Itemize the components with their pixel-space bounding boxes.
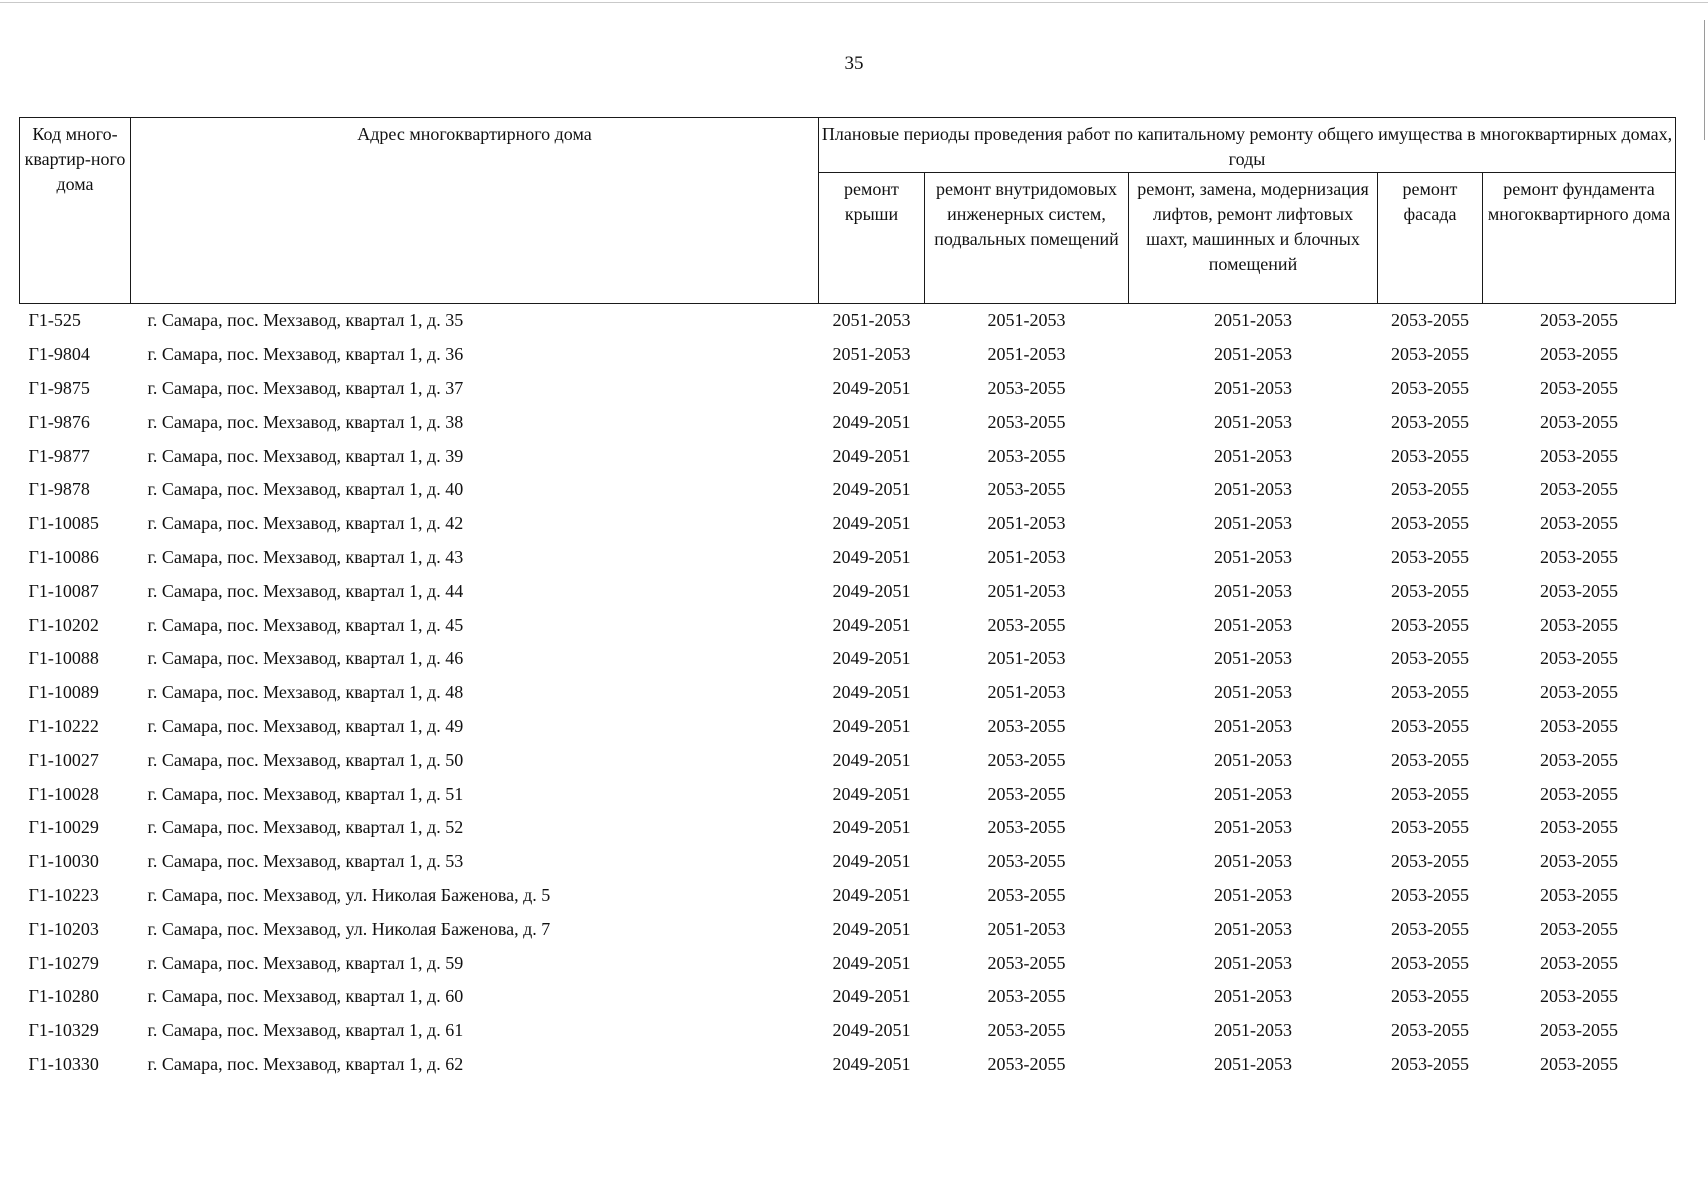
cell-foundation: 2053-2055 [1540,682,1618,703]
cell-address: г. Самара, пос. Мехзавод, квартал 1, д. 45 [147,614,464,635]
cell-foundation: 2053-2055 [1540,851,1618,872]
cell-foundation: 2053-2055 [1540,479,1618,500]
cell-foundation: 2053-2055 [1540,445,1618,466]
cell-roof: 2049-2051 [832,817,911,838]
table-row [20,507,1676,541]
cell-elevators: 2051-2053 [1214,614,1292,635]
cell-elevators: 2051-2053 [1214,648,1292,669]
cell-code: Г1-10085 [28,513,99,534]
cell-systems: 2051-2053 [987,546,1066,567]
repair-plan-table [19,117,1676,1081]
cell-systems: 2053-2055 [987,851,1066,872]
cell-address: г. Самара, пос. Мехзавод, квартал 1, д. 49 [147,715,464,736]
cell-systems: 2051-2053 [987,682,1066,703]
cell-facade: 2053-2055 [1391,682,1469,703]
cell-foundation: 2053-2055 [1540,817,1618,838]
cell-systems: 2053-2055 [987,411,1066,432]
cell-systems: 2051-2053 [987,918,1066,939]
cell-elevators: 2051-2053 [1214,986,1292,1007]
cell-facade: 2053-2055 [1391,310,1469,331]
cell-code: Г1-9875 [28,377,90,398]
table-row [20,676,1676,710]
cell-code: Г1-10279 [28,952,99,973]
cell-address: г. Самара, пос. Мехзавод, квартал 1, д. 61 [147,1020,464,1041]
cell-address: г. Самара, пос. Мехзавод, квартал 1, д. 50 [147,749,464,770]
table-row [20,946,1676,980]
header-foundation: ремонт фундамента многоквартирного дома [1483,173,1676,304]
cell-code: Г1-10029 [28,817,99,838]
cell-code: Г1-9878 [28,479,90,500]
cell-foundation: 2053-2055 [1540,986,1618,1007]
cell-address: г. Самара, пос. Мехзавод, квартал 1, д. 40 [147,479,464,500]
table-row [20,608,1676,642]
cell-roof: 2049-2051 [832,918,911,939]
cell-systems: 2053-2055 [987,783,1066,804]
cell-foundation: 2053-2055 [1540,513,1618,534]
cell-address: г. Самара, пос. Мехзавод, квартал 1, д. 62 [147,1053,464,1074]
cell-address: г. Самара, пос. Мехзавод, квартал 1, д. 52 [147,817,464,838]
cell-roof: 2049-2051 [832,377,911,398]
cell-foundation: 2053-2055 [1540,749,1618,770]
cell-roof: 2049-2051 [832,445,911,466]
cell-systems: 2053-2055 [987,715,1066,736]
cell-elevators: 2051-2053 [1214,344,1292,365]
table-row [20,473,1676,507]
cell-roof: 2049-2051 [832,580,911,601]
cell-code: Г1-10028 [28,783,99,804]
table-row [20,1014,1676,1048]
cell-facade: 2053-2055 [1391,648,1469,669]
cell-foundation: 2053-2055 [1540,884,1618,905]
page-number: 35 [844,53,864,74]
cell-address: г. Самара, пос. Мехзавод, квартал 1, д. 35 [147,310,464,331]
cell-code: Г1-10202 [28,614,99,635]
cell-facade: 2053-2055 [1391,344,1469,365]
scan-edge-mark [1704,20,1705,140]
table-body [20,304,1676,1082]
cell-address: г. Самара, пос. Мехзавод, квартал 1, д. 59 [147,952,464,973]
cell-address: г. Самара, пос. Мехзавод, квартал 1, д. 36 [147,344,464,365]
table-row [20,439,1676,473]
table-row [20,338,1676,372]
cell-elevators: 2051-2053 [1214,310,1292,331]
cell-roof: 2049-2051 [832,952,911,973]
cell-foundation: 2053-2055 [1540,783,1618,804]
cell-roof: 2049-2051 [832,715,911,736]
cell-code: Г1-10030 [28,851,99,872]
cell-elevators: 2051-2053 [1214,513,1292,534]
cell-roof: 2049-2051 [832,682,911,703]
cell-roof: 2051-2053 [832,310,911,331]
cell-roof: 2049-2051 [832,513,911,534]
cell-code: Г1-10087 [28,580,99,601]
cell-foundation: 2053-2055 [1540,377,1618,398]
cell-systems: 2053-2055 [987,884,1066,905]
cell-systems: 2053-2055 [987,1020,1066,1041]
cell-address: г. Самара, пос. Мехзавод, квартал 1, д. 51 [147,783,464,804]
cell-elevators: 2051-2053 [1214,546,1292,567]
cell-elevators: 2051-2053 [1214,749,1292,770]
table-row [20,743,1676,777]
table-row [20,642,1676,676]
cell-facade: 2053-2055 [1391,377,1469,398]
cell-code: Г1-10027 [28,749,99,770]
table-row [20,912,1676,946]
cell-address: г. Самара, пос. Мехзавод, квартал 1, д. 53 [147,851,464,872]
cell-facade: 2053-2055 [1391,715,1469,736]
cell-elevators: 2051-2053 [1214,918,1292,939]
cell-facade: 2053-2055 [1391,817,1469,838]
cell-roof: 2049-2051 [832,884,911,905]
cell-roof: 2051-2053 [832,344,911,365]
table-row [20,811,1676,845]
cell-foundation: 2053-2055 [1540,1053,1618,1074]
cell-facade: 2053-2055 [1391,445,1469,466]
cell-code: Г1-9876 [28,411,90,432]
cell-elevators: 2051-2053 [1214,377,1292,398]
cell-elevators: 2051-2053 [1214,580,1292,601]
cell-facade: 2053-2055 [1391,783,1469,804]
cell-systems: 2051-2053 [987,344,1066,365]
cell-systems: 2051-2053 [987,580,1066,601]
cell-systems: 2053-2055 [987,1053,1066,1074]
cell-elevators: 2051-2053 [1214,682,1292,703]
table-row [20,777,1676,811]
cell-systems: 2053-2055 [987,986,1066,1007]
cell-foundation: 2053-2055 [1540,648,1618,669]
cell-roof: 2049-2051 [832,648,911,669]
cell-facade: 2053-2055 [1391,851,1469,872]
table-row [20,879,1676,913]
cell-roof: 2049-2051 [832,614,911,635]
cell-systems: 2053-2055 [987,445,1066,466]
cell-systems: 2053-2055 [987,614,1066,635]
cell-elevators: 2051-2053 [1214,715,1292,736]
table-row [20,845,1676,879]
cell-code: Г1-10223 [28,884,99,905]
cell-address: г. Самара, пос. Мехзавод, квартал 1, д. 43 [147,546,464,567]
cell-roof: 2049-2051 [832,479,911,500]
cell-address: г. Самара, пос. Мехзавод, ул. Николая Баженова, д. 7 [147,918,551,939]
cell-elevators: 2051-2053 [1214,411,1292,432]
cell-code: Г1-9877 [28,445,90,466]
table-row [20,405,1676,439]
cell-roof: 2049-2051 [832,546,911,567]
cell-elevators: 2051-2053 [1214,479,1292,500]
cell-facade: 2053-2055 [1391,1020,1469,1041]
cell-facade: 2053-2055 [1391,614,1469,635]
header-roof: ремонт крыши [819,173,925,304]
cell-facade: 2053-2055 [1391,952,1469,973]
cell-facade: 2053-2055 [1391,479,1469,500]
cell-roof: 2049-2051 [832,749,911,770]
cell-roof: 2049-2051 [832,851,911,872]
cell-address: г. Самара, пос. Мехзавод, квартал 1, д. 48 [147,682,464,703]
cell-systems: 2051-2053 [987,310,1066,331]
cell-elevators: 2051-2053 [1214,884,1292,905]
cell-code: Г1-10203 [28,918,99,939]
cell-facade: 2053-2055 [1391,411,1469,432]
cell-facade: 2053-2055 [1391,884,1469,905]
cell-systems: 2053-2055 [987,749,1066,770]
cell-foundation: 2053-2055 [1540,344,1618,365]
cell-address: г. Самара, пос. Мехзавод, квартал 1, д. 44 [147,580,464,601]
header-elevators: ремонт, замена, модернизация лифтов, ремонт лифтовых шахт, машинных и блочных помещений [1129,173,1378,304]
cell-facade: 2053-2055 [1391,1053,1469,1074]
table-row [20,710,1676,744]
cell-code: Г1-525 [28,310,81,331]
cell-foundation: 2053-2055 [1540,1020,1618,1041]
cell-systems: 2053-2055 [987,377,1066,398]
cell-foundation: 2053-2055 [1540,715,1618,736]
cell-roof: 2049-2051 [832,1020,911,1041]
cell-foundation: 2053-2055 [1540,952,1618,973]
cell-systems: 2053-2055 [987,952,1066,973]
scan-edge-line [0,2,1708,3]
cell-code: Г1-9804 [28,344,90,365]
cell-address: г. Самара, пос. Мехзавод, квартал 1, д. 37 [147,377,464,398]
cell-code: Г1-10222 [28,715,99,736]
cell-foundation: 2053-2055 [1540,580,1618,601]
cell-elevators: 2051-2053 [1214,1053,1292,1074]
cell-address: г. Самара, пос. Мехзавод, квартал 1, д. 39 [147,445,464,466]
header-facade: ремонт фасада [1378,173,1483,304]
cell-address: г. Самара, пос. Мехзавод, квартал 1, д. 46 [147,648,464,669]
table-row [20,304,1676,338]
cell-code: Г1-10088 [28,648,99,669]
cell-foundation: 2053-2055 [1540,310,1618,331]
cell-code: Г1-10089 [28,682,99,703]
cell-foundation: 2053-2055 [1540,546,1618,567]
cell-address: г. Самара, пос. Мехзавод, ул. Николая Баженова, д. 5 [147,884,551,905]
cell-address: г. Самара, пос. Мехзавод, квартал 1, д. 42 [147,513,464,534]
cell-roof: 2049-2051 [832,1053,911,1074]
cell-foundation: 2053-2055 [1540,411,1618,432]
cell-roof: 2049-2051 [832,411,911,432]
cell-foundation: 2053-2055 [1540,614,1618,635]
header-address: Адрес многоквартирного дома [131,118,819,304]
header-systems: ремонт внутридомовых инженерных систем, подвальных помещений [925,173,1129,304]
cell-systems: 2051-2053 [987,513,1066,534]
cell-facade: 2053-2055 [1391,546,1469,567]
cell-code: Г1-10329 [28,1020,99,1041]
cell-elevators: 2051-2053 [1214,1020,1292,1041]
cell-address: г. Самара, пос. Мехзавод, квартал 1, д. 60 [147,986,464,1007]
cell-code: Г1-10086 [28,546,99,567]
cell-systems: 2051-2053 [987,648,1066,669]
table-row [20,1048,1676,1082]
cell-systems: 2053-2055 [987,479,1066,500]
cell-facade: 2053-2055 [1391,749,1469,770]
cell-elevators: 2051-2053 [1214,445,1292,466]
cell-roof: 2049-2051 [832,783,911,804]
header-code: Код много-квартир-ного дома [20,118,131,304]
cell-systems: 2053-2055 [987,817,1066,838]
cell-roof: 2049-2051 [832,986,911,1007]
cell-elevators: 2051-2053 [1214,952,1292,973]
table-row [20,980,1676,1014]
cell-elevators: 2051-2053 [1214,783,1292,804]
table-row [20,574,1676,608]
cell-foundation: 2053-2055 [1540,918,1618,939]
cell-facade: 2053-2055 [1391,580,1469,601]
cell-facade: 2053-2055 [1391,513,1469,534]
table-row [20,372,1676,406]
cell-code: Г1-10280 [28,986,99,1007]
cell-elevators: 2051-2053 [1214,817,1292,838]
cell-code: Г1-10330 [28,1053,99,1074]
table-row [20,541,1676,575]
cell-address: г. Самара, пос. Мехзавод, квартал 1, д. 38 [147,411,464,432]
cell-facade: 2053-2055 [1391,986,1469,1007]
table-header [20,118,1676,304]
cell-elevators: 2051-2053 [1214,851,1292,872]
header-planned-periods: Плановые периоды проведения работ по капитальному ремонту общего имущества в многоквартирных домах, годы [819,118,1676,173]
cell-facade: 2053-2055 [1391,918,1469,939]
